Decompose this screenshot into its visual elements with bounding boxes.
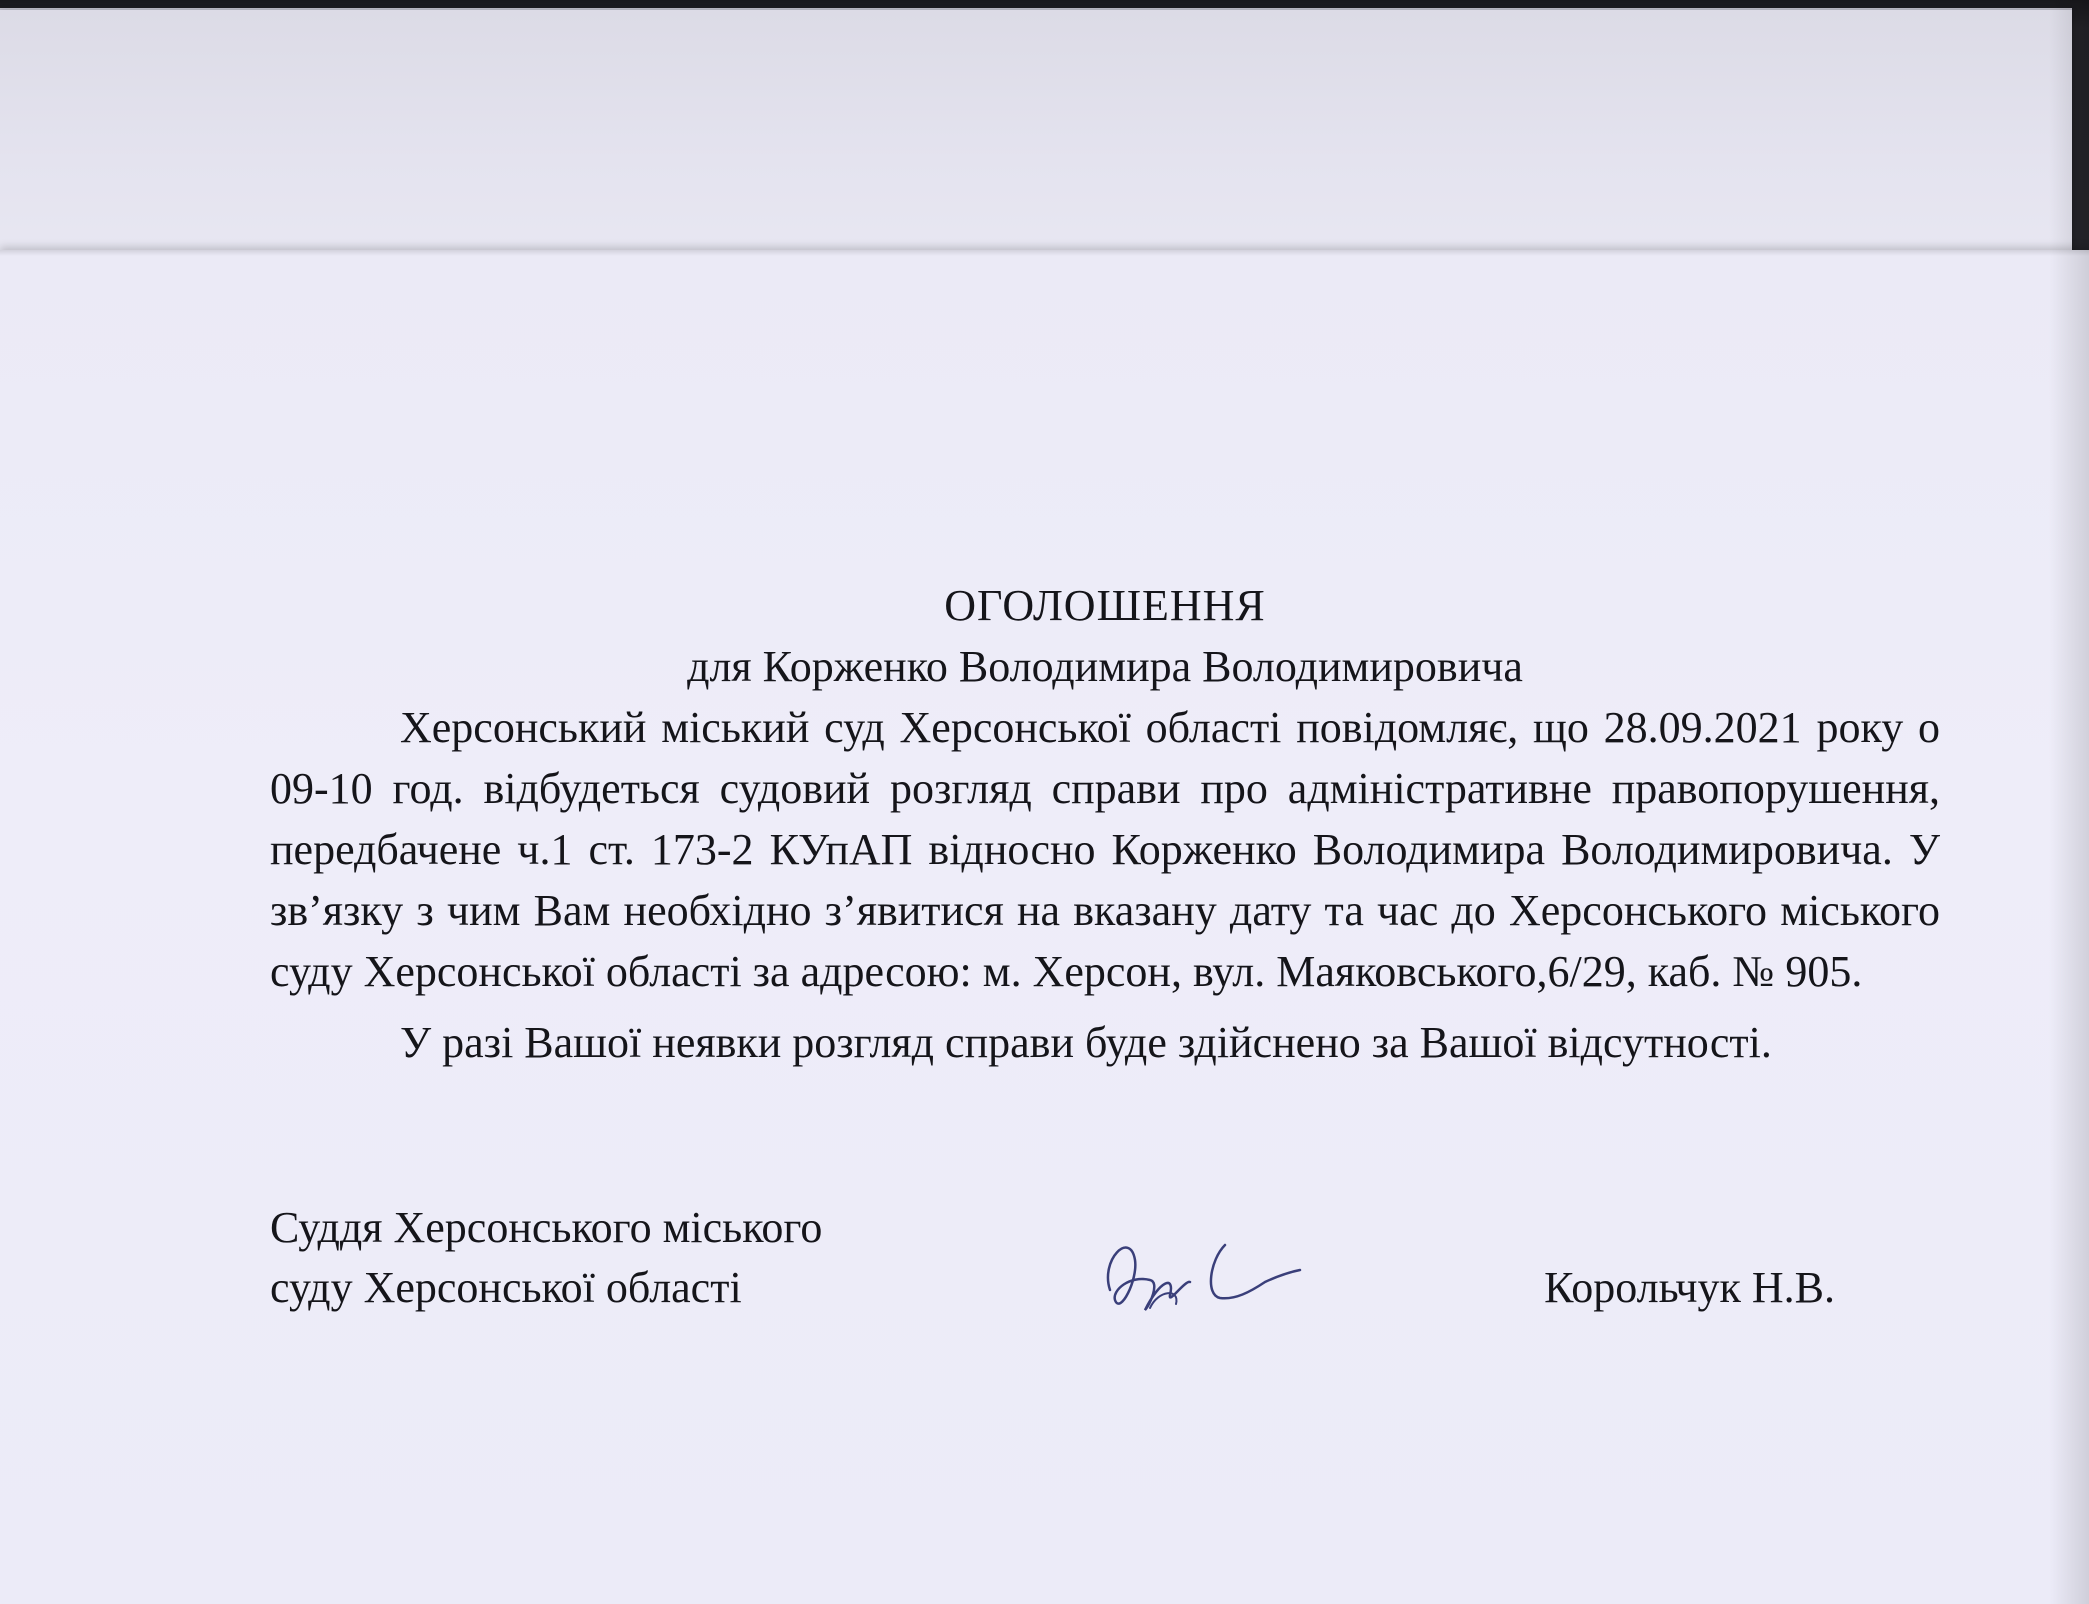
judge-position [270,1198,822,1318]
notice-absence-note: У разі Вашої неявки розгляд справи буде здійснено за Вашої відсутності. [400,1018,1772,1067]
notice-content [270,575,1940,1073]
back-sheet [0,10,2072,260]
notice-body: Херсонський міський суд Херсонської області повідомляє, що 28.09.2021 року о 09-10 год. відбудеться судовий розгляд справи про адміністративне правопорушення, передбачене ч.1 ст. 173-2 КУпАП відносно Корженко Володимира Володимировича. У зв’язку з чим Вам необхідно з’явитися на вказану дату та час до Херсонського міського суду Херсонської області за адресою: м. Херсон, вул. Маяковського,6/29, каб. № 905. [270,703,1940,996]
judge-name: Корольчук Н.В. [1544,1263,1835,1312]
handwritten-signature [1090,1220,1310,1330]
judge-position-line2: суду Херсонської області [270,1263,742,1312]
notice-title: ОГОЛОШЕННЯ [944,581,1266,630]
signature-block [270,1198,1940,1338]
notice-recipient: для Корженко Володимира Володимировича [687,642,1523,691]
judge-position-line1: Суддя Херсонського міського [270,1203,823,1252]
